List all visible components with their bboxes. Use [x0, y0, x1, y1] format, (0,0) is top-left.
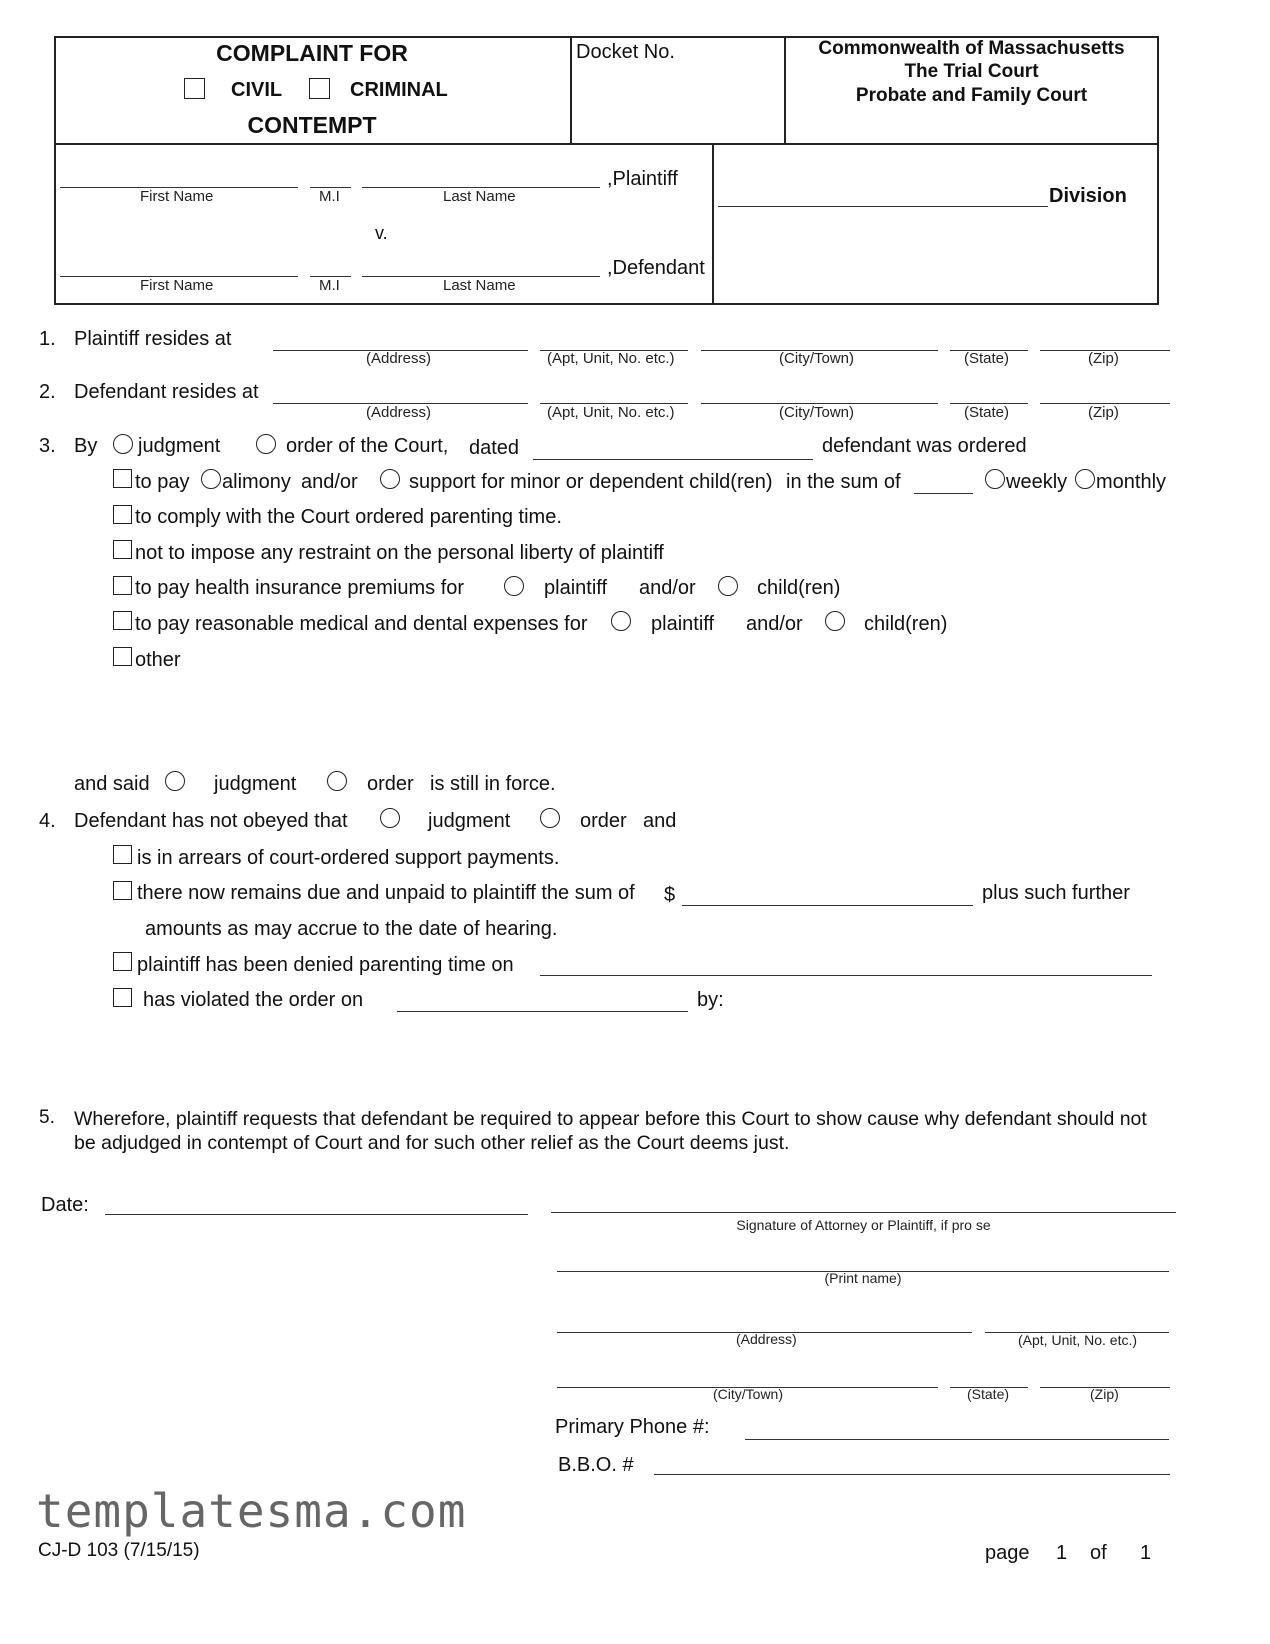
parenting-label: to comply with the Court ordered parenting time. [135, 506, 562, 528]
item3-date-field[interactable] [533, 459, 813, 460]
to-pay-checkbox[interactable] [113, 469, 132, 488]
date-field[interactable] [105, 1214, 528, 1215]
item3-judgment-label: judgment [138, 435, 221, 457]
item3-order-label: order of the Court, [286, 435, 449, 457]
violated-date-field[interactable] [397, 1011, 688, 1012]
plaintiff-label: ,Plaintiff [607, 168, 678, 190]
criminal-checkbox[interactable] [309, 78, 330, 99]
health-label: to pay health insurance premiums for [135, 577, 465, 599]
violated-by-label: by: [697, 989, 724, 1011]
plaintiff-last-name-label: Last Name [443, 188, 516, 205]
division-field[interactable] [718, 206, 1048, 207]
item4-label: Defendant has not obeyed that [74, 810, 348, 832]
still-judgment-label: judgment [214, 773, 297, 795]
child-support-radio[interactable] [380, 469, 400, 489]
health-plaintiff-label: plaintiff [544, 577, 608, 599]
item1-number: 1. [39, 328, 56, 350]
defendant-last-name-label: Last Name [443, 277, 516, 294]
defendant-state-label: (State) [964, 404, 1010, 421]
court-line1: Commonwealth of Massachusetts [818, 38, 1125, 59]
parenting-checkbox[interactable] [113, 505, 132, 524]
alimony-and-or: and/or [301, 471, 358, 493]
signer-address-label: (Address) [736, 1331, 797, 1347]
medical-plaintiff-label: plaintiff [651, 613, 715, 635]
plaintiff-address-label: (Address) [366, 350, 432, 367]
form-id: CJ-D 103 (7/15/15) [38, 1540, 200, 1561]
medical-children-label: child(ren) [864, 613, 948, 635]
item4-and: and [643, 810, 677, 832]
parties-divider [712, 143, 714, 305]
item1-label: Plaintiff resides at [74, 328, 232, 350]
date-label: Date: [41, 1194, 89, 1216]
amount-due-field[interactable] [682, 905, 973, 906]
defendant-address-label: (Address) [366, 404, 432, 421]
weekly-radio[interactable] [985, 469, 1005, 489]
signer-state-label: (State) [967, 1386, 1010, 1402]
form-title-line1: COMPLAINT FOR [216, 40, 408, 66]
health-plaintiff-radio[interactable] [504, 576, 524, 596]
health-children-radio[interactable] [718, 576, 738, 596]
item3-order-radio[interactable] [256, 434, 276, 454]
health-and-or: and/or [639, 577, 696, 599]
item3-judgment-radio[interactable] [113, 434, 133, 454]
to-pay-label: to pay [135, 471, 190, 493]
in-force-label: is still in force. [430, 773, 556, 795]
signature-label: Signature of Attorney or Plaintiff, if pro se [736, 1217, 991, 1233]
item3-by: By [74, 435, 98, 457]
denied-parenting-date-field[interactable] [540, 975, 1152, 976]
arrears-checkbox[interactable] [113, 845, 132, 864]
defendant-label: ,Defendant [607, 257, 705, 279]
medical-label: to pay reasonable medical and dental expenses for [135, 613, 588, 635]
header-divider-1 [570, 36, 572, 144]
defendant-apt-label: (Apt, Unit, No. etc.) [547, 404, 675, 421]
still-order-label: order [367, 773, 414, 795]
phone-label: Primary Phone #: [555, 1416, 710, 1438]
medical-plaintiff-radio[interactable] [611, 611, 631, 631]
denied-parenting-label: plaintiff has been denied parenting time on [137, 954, 514, 976]
signer-zip-label: (Zip) [1090, 1386, 1119, 1402]
remains-due-label: there now remains due and unpaid to plaintiff the sum of [137, 882, 635, 904]
page-total: 1 [1140, 1542, 1152, 1564]
support-amount-field[interactable] [914, 493, 973, 494]
plaintiff-zip-label: (Zip) [1088, 350, 1119, 367]
plus-further-label: plus such further [982, 882, 1130, 904]
in-sum-of-label: in the sum of [786, 471, 901, 493]
item4-number: 4. [39, 810, 56, 832]
alimony-radio[interactable] [201, 469, 221, 489]
wherefore-line1: Wherefore, plaintiff requests that defendant be required to appear before this Court to show cause why defendant should not [74, 1108, 1147, 1130]
bbo-label: B.B.O. # [558, 1454, 634, 1476]
signer-apt-label: (Apt, Unit, No. etc.) [1018, 1332, 1138, 1348]
item4-order-label: order [580, 810, 627, 832]
monthly-radio[interactable] [1075, 469, 1095, 489]
restraint-checkbox[interactable] [113, 540, 132, 559]
header-hline [54, 143, 1159, 145]
still-judgment-radio[interactable] [165, 771, 185, 791]
plaintiff-first-name-label: First Name [140, 188, 214, 205]
item2-number: 2. [39, 381, 56, 403]
page-label: page [985, 1542, 1030, 1564]
phone-field[interactable] [745, 1439, 1169, 1440]
bbo-field[interactable] [654, 1474, 1170, 1475]
civil-checkbox[interactable] [184, 78, 205, 99]
defendant-zip-label: (Zip) [1088, 404, 1119, 421]
item3-dated-label: dated [469, 437, 520, 459]
defendant-first-name-label: First Name [140, 277, 214, 294]
alimony-label: alimony [222, 471, 291, 493]
signer-city-label: (City/Town) [713, 1386, 784, 1402]
signature-field[interactable] [551, 1212, 1176, 1213]
plaintiff-state-label: (State) [964, 350, 1010, 367]
item3-number: 3. [39, 435, 56, 457]
denied-parenting-checkbox[interactable] [113, 952, 132, 971]
court-line3: Probate and Family Court [855, 85, 1088, 106]
health-checkbox[interactable] [113, 576, 132, 595]
medical-children-radio[interactable] [825, 611, 845, 631]
arrears-label: is in arrears of court-ordered support payments. [137, 847, 560, 869]
plaintiff-city-label: (City/Town) [779, 350, 855, 367]
accrue-label: amounts as may accrue to the date of hearing. [145, 918, 558, 940]
remains-due-checkbox[interactable] [113, 881, 132, 900]
weekly-label: weekly [1006, 471, 1068, 493]
health-children-label: child(ren) [757, 577, 841, 599]
medical-and-or: and/or [746, 613, 803, 635]
form-title-line3: CONTEMPT [247, 112, 377, 138]
docket-label: Docket No. [576, 41, 675, 63]
item3-was-ordered: defendant was ordered [822, 435, 1027, 457]
print-name-label: (Print name) [824, 1270, 902, 1286]
and-said-label: and said [74, 773, 150, 795]
medical-checkbox[interactable] [113, 611, 132, 630]
monthly-label: monthly [1096, 471, 1167, 493]
child-support-label: support for minor or dependent child(ren) [409, 471, 773, 493]
violated-checkbox[interactable] [113, 988, 132, 1007]
item4-judgment-label: judgment [428, 810, 511, 832]
page-number: 1 [1056, 1542, 1068, 1564]
item4-order-radio[interactable] [540, 808, 560, 828]
wherefore-line2: be adjudged in contempt of Court and for such other relief as the Court deems just. [74, 1132, 790, 1154]
page-of-label: of [1090, 1542, 1107, 1564]
watermark: templatesma.com [36, 1484, 467, 1538]
violated-label: has violated the order on [143, 989, 364, 1011]
defendant-mi-label: M.I [319, 277, 340, 294]
versus-label: v. [375, 223, 388, 243]
court-line2: The Trial Court [904, 61, 1039, 82]
still-order-radio[interactable] [327, 771, 347, 791]
plaintiff-mi-label: M.I [319, 188, 340, 205]
criminal-label: CRIMINAL [350, 79, 448, 101]
item4-judgment-radio[interactable] [380, 808, 400, 828]
item2-label: Defendant resides at [74, 381, 259, 403]
other-label: other [135, 649, 181, 671]
defendant-city-label: (City/Town) [779, 404, 855, 421]
other-checkbox[interactable] [113, 647, 132, 666]
plaintiff-apt-label: (Apt, Unit, No. etc.) [547, 350, 675, 367]
division-label: Division [1049, 185, 1127, 207]
item5-number: 5. [39, 1107, 55, 1128]
restraint-label: not to impose any restraint on the personal liberty of plaintiff [135, 542, 664, 564]
civil-label: CIVIL [231, 79, 283, 101]
dollar-sign: $ [664, 884, 676, 906]
